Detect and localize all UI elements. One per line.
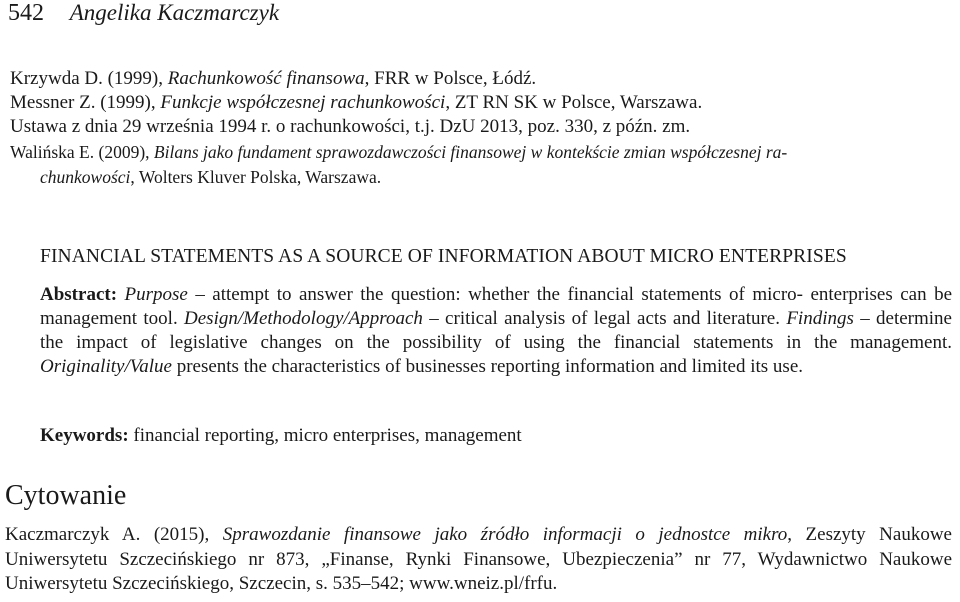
purpose-label: Purpose	[124, 284, 188, 305]
keywords	[40, 425, 522, 447]
english-title: FINANCIAL STATEMENTS AS A SOURCE OF INFORMATION ABOUT MICRO ENTERPRISES	[40, 246, 847, 267]
design-text: – critical analysis of legal acts and literature.	[422, 308, 787, 329]
running-author: Angelika Kaczmarczyk	[69, 0, 280, 25]
page-number: 542	[8, 0, 44, 26]
abstract	[40, 283, 952, 379]
citation-text: Kaczmarczyk A. (2015), Sprawozdanie finansowe jako źródło informacji o jednostce mikro, Zeszyty Naukowe Uniwersytetu Szczecińskiego nr 873, „Finanse, Rynki Finansowe, Ubezpieczenia” nr 77, Wydawnictwo Naukowe Uniwersytetu Szczecińskiego, Szczecin, s. 535–542; www.wneiz.pl/frfu.	[5, 524, 952, 594]
citation-title: Sprawozdanie finansowe jako źródło informacji o jednostce mikro	[222, 524, 788, 545]
originality-text: presents the characteristics of businesses reporting information and limited its use.	[171, 356, 804, 377]
reference-title: Rachunkowość finansowa	[167, 68, 365, 89]
reference-krzywda: Krzywda D. (1999), Rachunkowość finansowa, FRR w Polsce, Łódź.	[10, 68, 537, 89]
reference-messner: Messner Z. (1999), Funkcje współczesnej rachunkowości, ZT RN SK w Polsce, Warszawa.	[10, 92, 703, 113]
citation-heading: Cytowanie	[5, 480, 127, 511]
reference-ustawa: Ustawa z dnia 29 września 1994 r. o rachunkowości, t.j. DzU 2013, poz. 330, z późn. zm.	[10, 116, 691, 137]
reference-walinska-cont: chunkowości, Wolters Kluver Polska, Warszawa.	[40, 167, 382, 187]
keywords-text: financial reporting, micro enterprises, management	[128, 425, 522, 446]
purpose-text: – attempt to answer the question: whether the financial statements of micro- enterprises can be management tool.	[40, 284, 953, 329]
findings-label: Findings	[786, 308, 854, 329]
abstract-label: Abstract:	[40, 284, 118, 305]
reference-title: Funkcje współczesnej rachunkowości	[160, 92, 446, 113]
findings-text: – determine the impact of legislative changes on the possibility of using the financial statements in the management.	[40, 308, 952, 353]
keywords-label: Keywords:	[40, 425, 129, 446]
running-header	[8, 0, 279, 27]
originality-label: Originality/Value	[40, 356, 172, 377]
reference-walinska: Walińska E. (2009), Bilans jako fundament sprawozdawczości finansowej w kontekście zmian współczesnej ra-	[10, 142, 788, 162]
design-label: Design/Methodology/Approach	[184, 308, 423, 329]
reference-title: Bilans jako fundament sprawozdawczości finansowej w kontekście zmian współczesnej ra-	[153, 142, 788, 162]
